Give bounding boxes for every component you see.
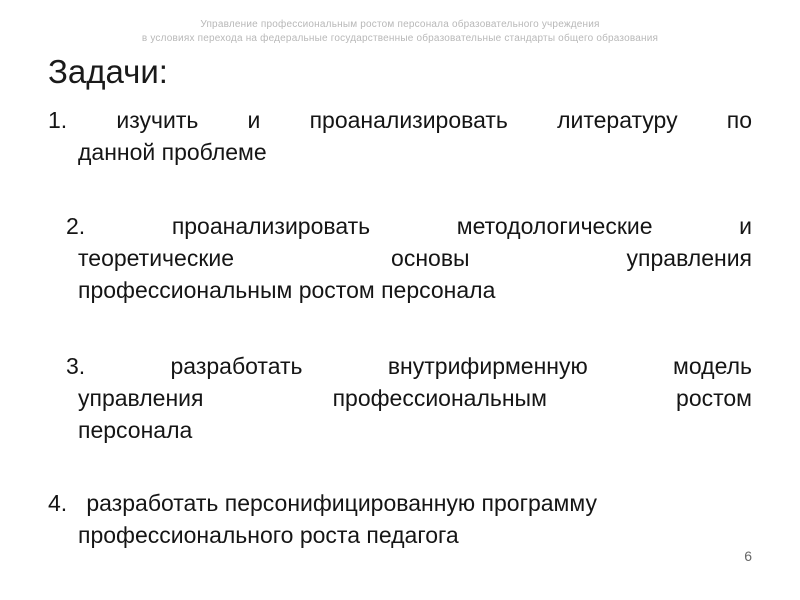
task-3-line-1: разработать внутрифирменную модель <box>170 353 753 379</box>
slide-header <box>0 18 800 46</box>
task-4-line-2: профессионального роста педагога <box>78 522 459 548</box>
task-2-line-2: теоретические основы управления <box>78 245 752 271</box>
task-item-2 <box>66 210 752 306</box>
page-number: 6 <box>744 548 752 564</box>
header-line-1: Управление профессиональным ростом персонала образовательного учреждения <box>200 19 600 30</box>
slide-title: Задачи: <box>48 53 168 90</box>
task-number-2: 2. <box>66 213 86 239</box>
task-number-4: 4. <box>48 490 68 516</box>
task-item-1 <box>48 104 752 168</box>
task-4-line-1: разработать персонифицированную программу <box>86 490 597 516</box>
header-line-2: в условиях перехода на федеральные государственные образовательные стандарты общего образования <box>141 33 659 44</box>
task-item-4 <box>48 487 752 551</box>
task-3-line-3: персонала <box>78 417 193 443</box>
task-number-3: 3. <box>66 353 86 379</box>
task-number-1: 1. <box>48 107 68 133</box>
task-item-3 <box>66 350 752 446</box>
task-1-line-2: данной проблеме <box>78 139 267 165</box>
task-2-line-1: проанализировать методологические и <box>171 213 753 239</box>
task-1-line-1: изучить и проанализировать литературу по <box>116 107 752 133</box>
task-3-line-2: управления профессиональным ростом <box>78 385 752 411</box>
task-2-line-3: профессиональным ростом персонала <box>78 277 496 303</box>
